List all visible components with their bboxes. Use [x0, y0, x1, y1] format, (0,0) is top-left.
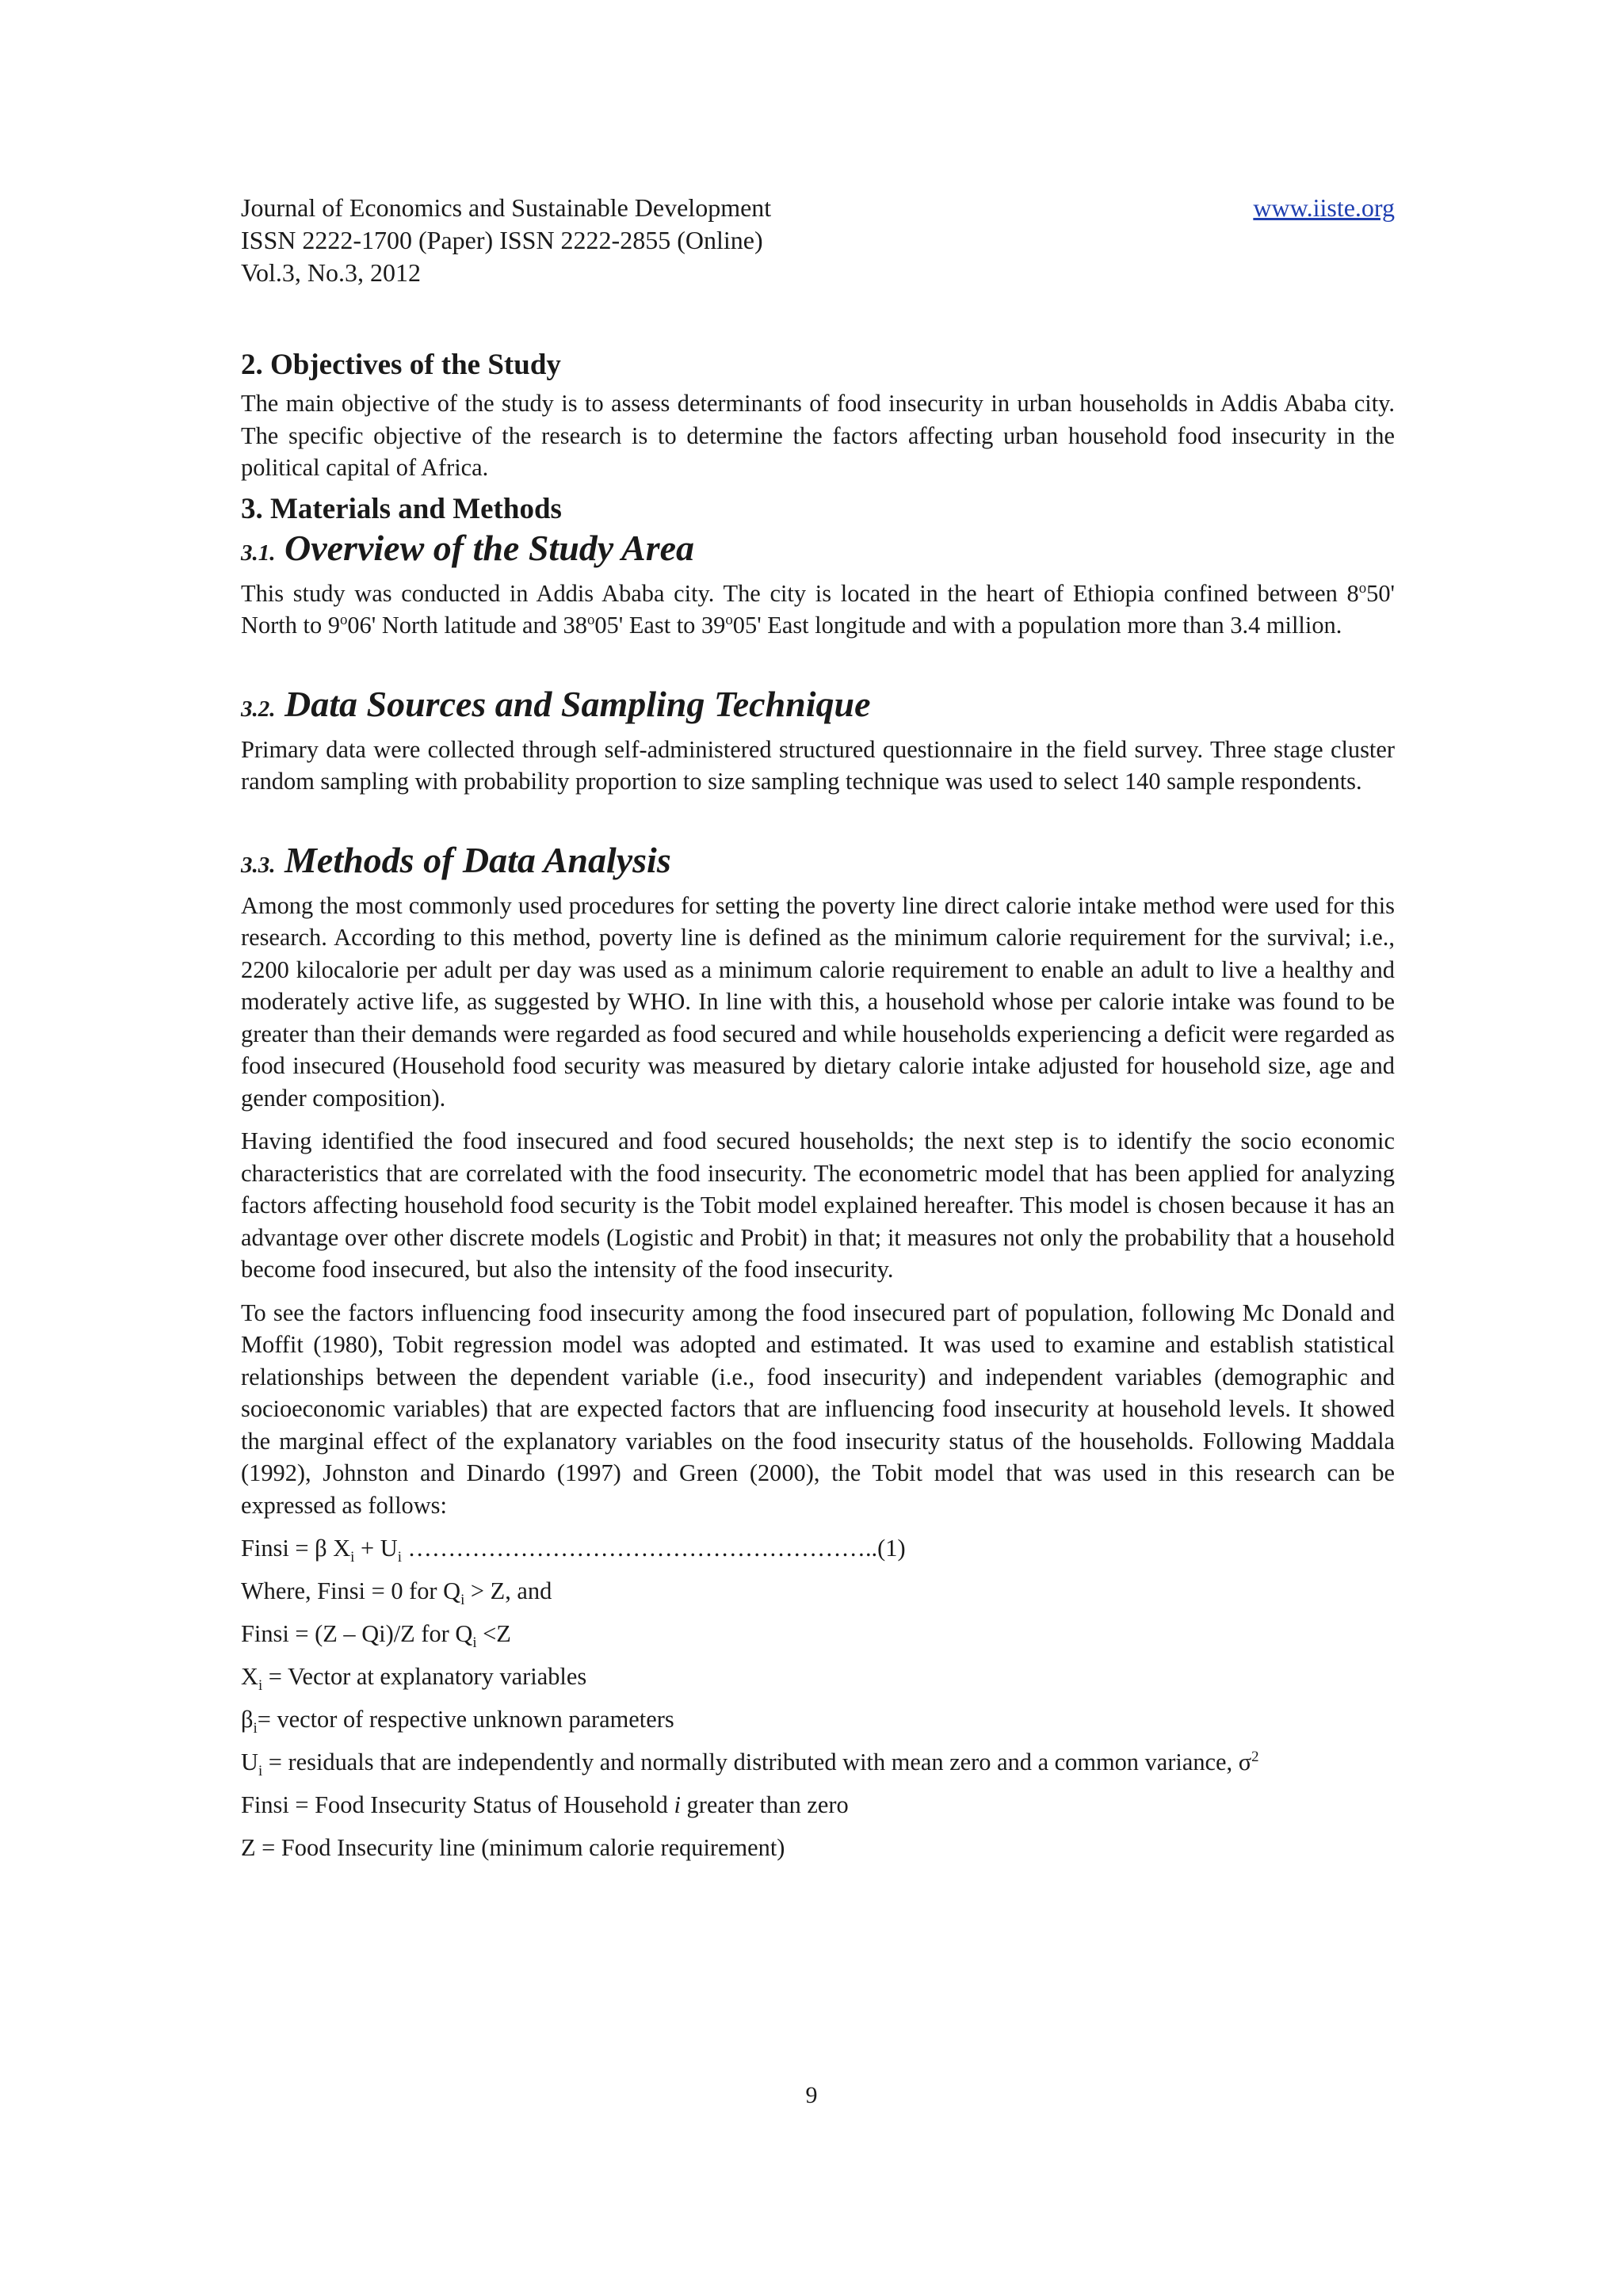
journal-title: Journal of Economics and Sustainable Development: [241, 193, 772, 222]
section-3-2-heading: [241, 683, 1395, 730]
section-3-1-heading: [241, 527, 1395, 574]
section-3-3-title: Methods of Data Analysis: [285, 839, 671, 880]
journal-header: [241, 192, 1395, 289]
definition-u: $U_i$ = residuals that are independently and normally distributed with mean zero and a common variance, $\sigma^2$: [241, 1748, 1259, 1780]
definition-finsi: Finsi = Food Insecurity Status of Household i greater than zero: [241, 1791, 849, 1818]
section-2-heading: 2. Objectives of the Study: [241, 349, 561, 381]
section-3-3-number: 3.3.: [241, 852, 276, 878]
section-3-2-paragraph: Primary data were collected through self-administered structured questionnaire in the field survey. Three stage cluster random sampling with probability proportion to size sampling technique was used to select 140 sample respondents.: [241, 735, 1395, 795]
section-3-1-number: 3.1.: [241, 540, 276, 566]
definition-z: Z = Food Insecurity line (minimum calorie requirement): [241, 1834, 785, 1861]
section-3-heading: 3. Materials and Methods: [241, 492, 562, 525]
section-2-paragraph: The main objective of the study is to assess determinants of food insecurity in urban households in Addis Ababa city. The specific objective of the research is to determine the factors affecting urban household food insecurity in the political capital of Africa.: [241, 390, 1395, 481]
equation-definition-ratio: Finsi = (Z – Qi)/Z for $Q_i <Z$: [241, 1620, 511, 1652]
section-3-1-paragraph: This study was conducted in Addis Ababa city. The city is located in the heart of Ethiopia confined between 8$^o$50' North to 9$^o$06' North latitude and 38$^o$05' East to 39$^o$05' East longitude and with a population more than 3.4 million.: [241, 579, 1395, 639]
journal-issn: ISSN 2222-1700 (Paper) ISSN 2222-2855 (Online): [241, 226, 763, 254]
section-3-3-paragraph-2: Having identified the food insecured and food secured households; the next step is to identify the socio economic characteristics that are correlated with the food insecurity. The econometric model that has been applied for analyzing factors affecting household food security is the Tobit model explained hereafter. This model is chosen because it has an advantage over other discrete models (Logistic and Probit) in that; it measures not only the probability that a household become food insecured, but also the intensity of the food insecurity.: [241, 1127, 1395, 1283]
section-3-2-number: 3.2.: [241, 696, 276, 722]
journal-volume: Vol.3, No.3, 2012: [241, 258, 421, 287]
equation-1: Finsi = β $X_i + U_i$ …………………………………………………..(1): [241, 1535, 906, 1566]
page-number: 9: [805, 2082, 818, 2108]
equation-definition-zero: Where, Finsi = 0 for $Q_i > Z$, and: [241, 1577, 552, 1609]
definition-x: $X_i$ = Vector at explanatory variables: [241, 1663, 587, 1695]
section-3-2-title: Data Sources and Sampling Technique: [285, 683, 871, 724]
section-3-3-heading: [241, 839, 1395, 887]
definition-beta: $\beta_i=$ vector of respective unknown parameters: [241, 1706, 674, 1737]
page-content: [241, 192, 1395, 1863]
section-3-3-paragraph-1: Among the most commonly used procedures for setting the poverty line direct calorie intake method were used for this research. According to this method, poverty line is defined as the minimum calorie requirement for the survival; i.e., 2200 kilocalorie per adult per day was used as a minimum calorie requirement to enable an adult to live a healthy and moderately active life, as suggested by WHO. In line with this, a household whose per calorie intake was found to be greater than their demands were regarded as food secured and while households experiencing a deficit were regarded as food insecured (Household food security was measured by dietary calorie intake adjusted for household size, age and gender composition).: [241, 891, 1395, 1112]
section-3-1-title: Overview of the Study Area: [285, 527, 695, 568]
section-3-3-paragraph-3: To see the factors influencing food insecurity among the food insecured part of population, following Mc Donald and Moffit (1980), Tobit regression model was adopted and estimated. It was used to examine and establish statistical relationships between the dependent variable (i.e., food insecurity) and independent variables (demographic and socioeconomic variables) that are expected factors that are influencing food insecurity at household levels. It showed the marginal effect of the explanatory variables on the food insecurity status of the households. Following Maddala (1992), Johnston and Dinardo (1997) and Green (2000), the Tobit model that was used in this research can be expressed as follows:: [241, 1299, 1395, 1519]
journal-url-link[interactable]: www.iiste.org: [1253, 193, 1395, 222]
